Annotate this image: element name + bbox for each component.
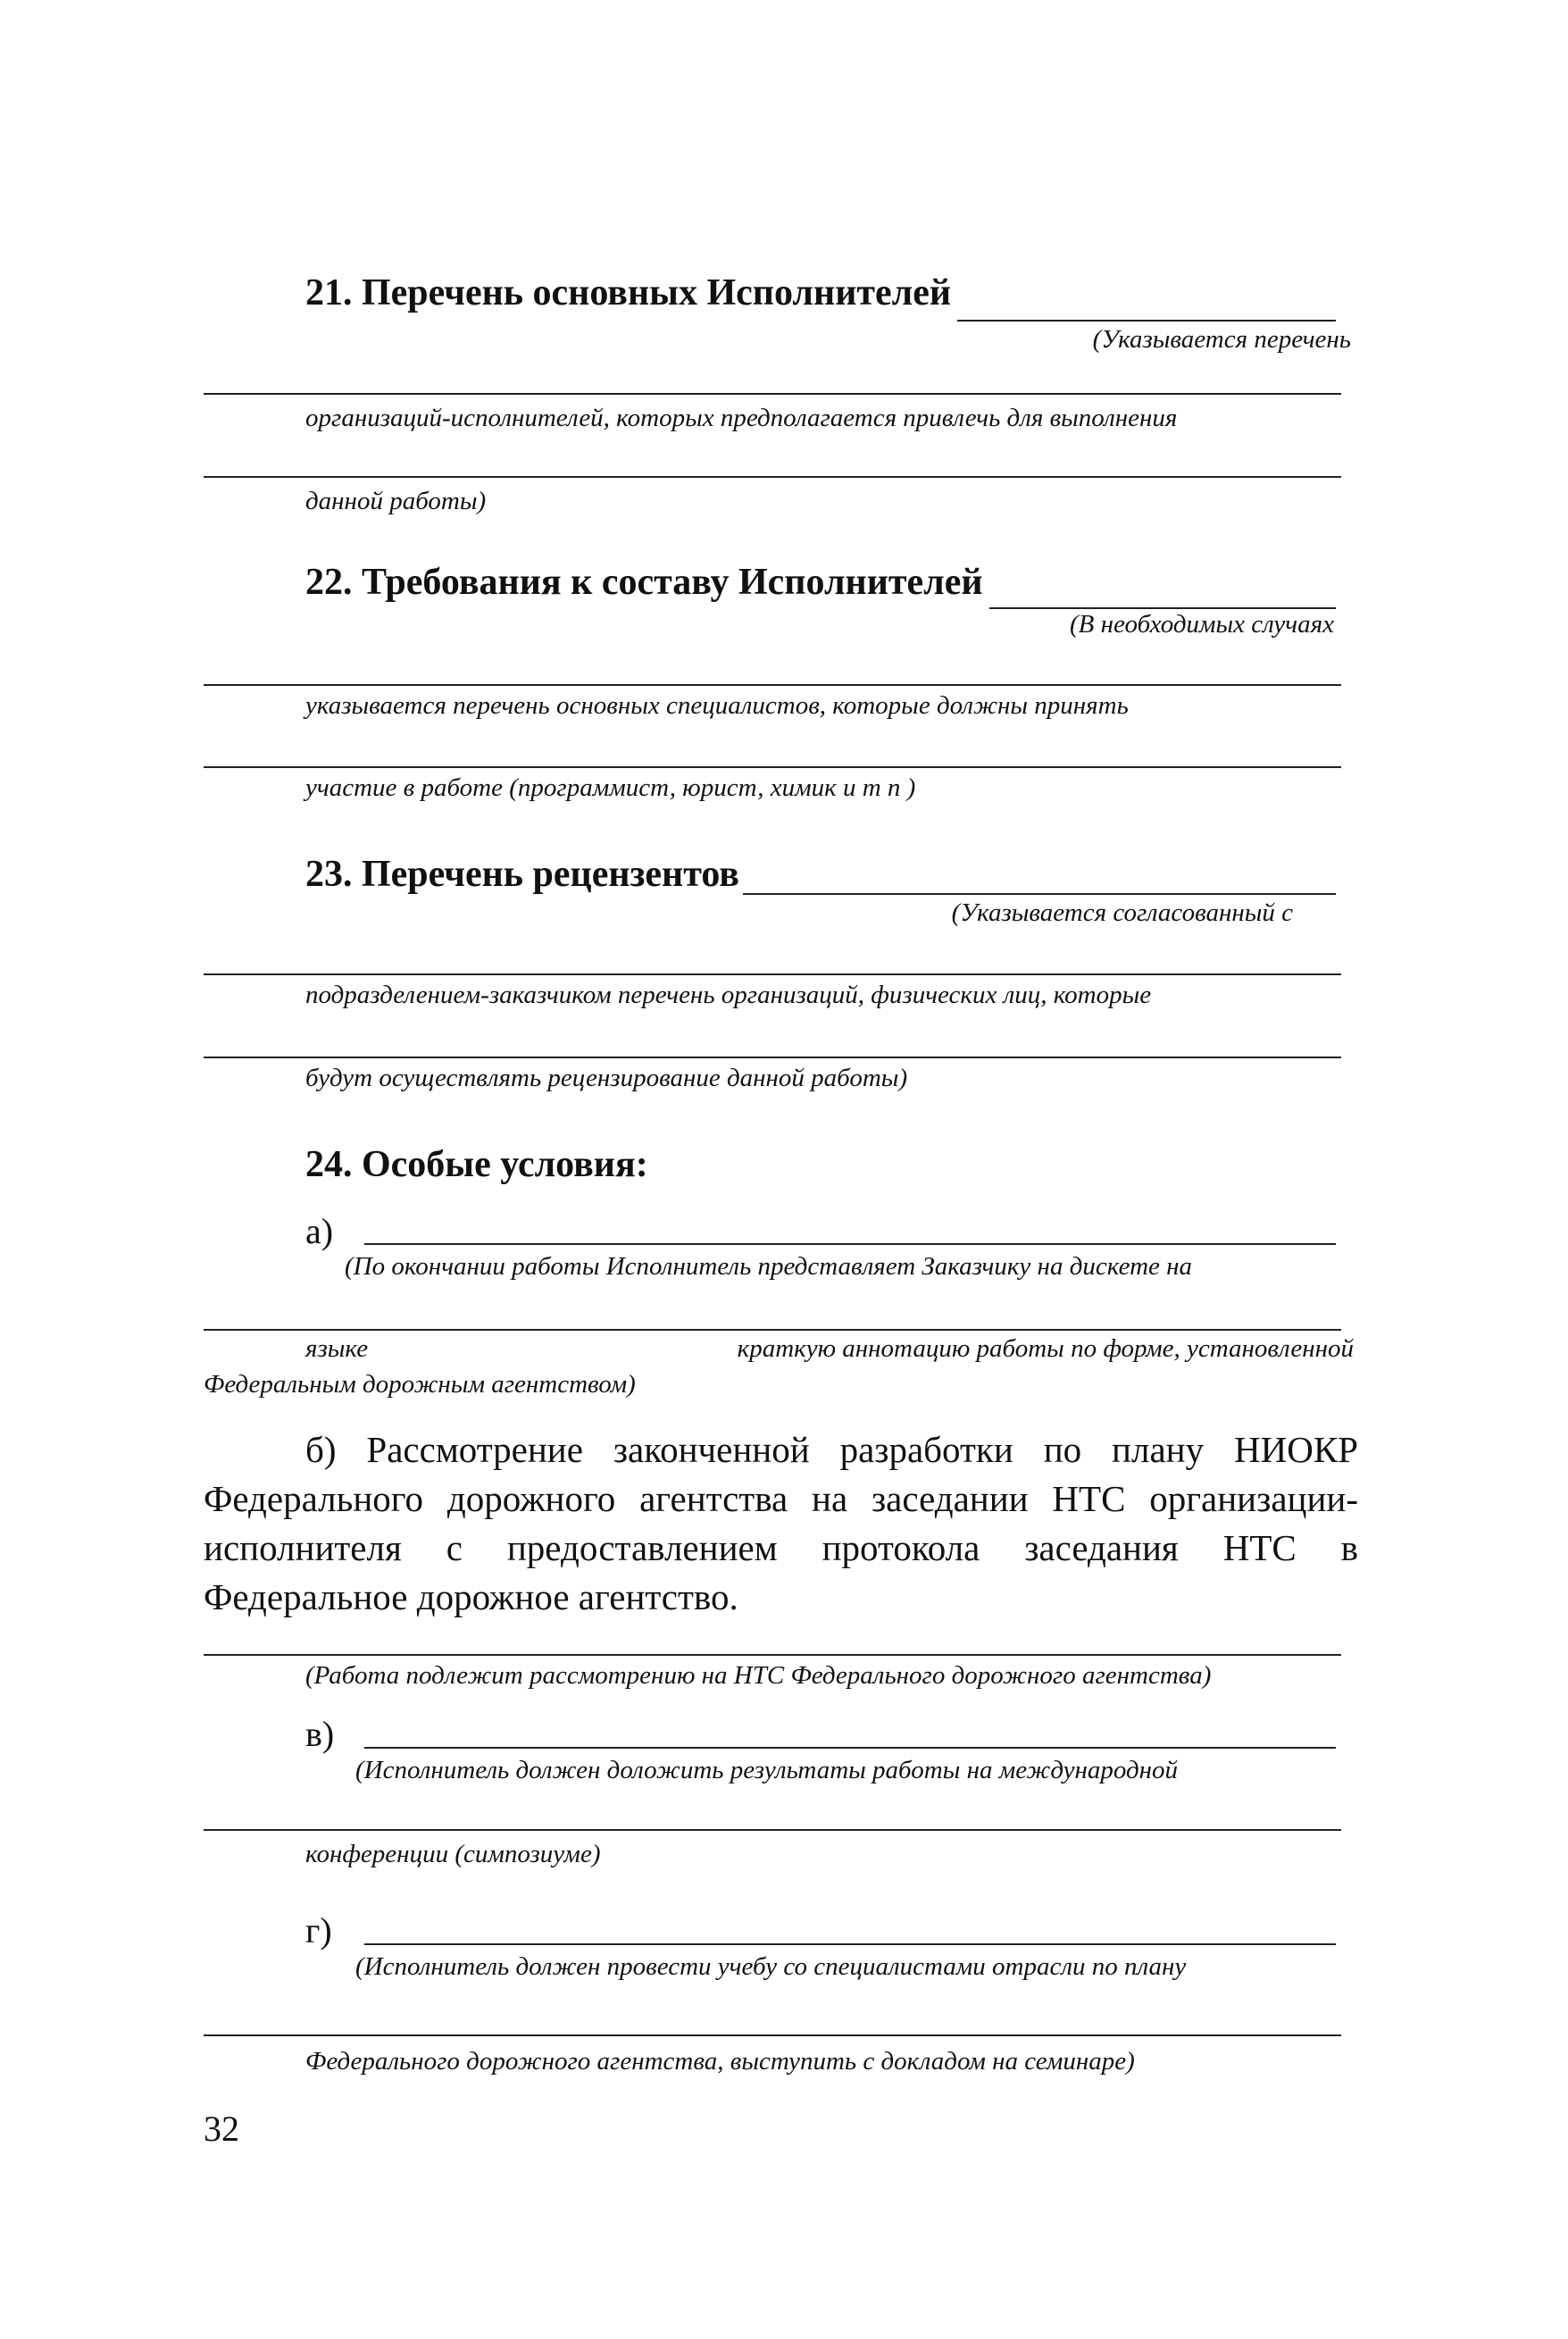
item-g-note-1: (Исполнитель должен провести учебу со специалистами отрасли по плану	[355, 1952, 1187, 1981]
fill-line	[989, 607, 1336, 609]
section-21-note-1: (Указывается перечень	[1092, 325, 1351, 354]
section-21-note-3: данной работы)	[305, 487, 487, 515]
section-22-heading: 22. Требования к составу Исполнителей	[305, 562, 983, 603]
section-23-note-2: подразделением-заказчиком перечень организаций, физических лиц, которые	[305, 981, 1152, 1009]
section-23-note-1: (Указывается согласованный с	[951, 898, 1293, 927]
item-a-note-3: Федеральным дорожным агентством)	[204, 1370, 636, 1399]
item-a-note-word: языке	[305, 1334, 369, 1363]
item-v-note-1: (Исполнитель должен доложить результаты работы на международной	[355, 1756, 1179, 1784]
fill-line	[204, 1329, 1341, 1331]
section-23-note-3: будут осуществлять рецензирование данной работы)	[305, 1064, 908, 1092]
fill-line	[204, 393, 1341, 395]
item-a-note-2: краткую аннотацию работы по форме, установленной	[737, 1334, 1354, 1363]
fill-line	[204, 973, 1341, 975]
section-21-heading: 21. Перечень основных Исполнителей	[305, 272, 952, 313]
item-a-letter: а)	[305, 1211, 334, 1251]
section-24-heading: 24. Особые условия:	[305, 1144, 648, 1185]
fill-line	[204, 1057, 1341, 1058]
item-a-note-1: (По окончании работы Исполнитель представляет Заказчику на дискете на	[345, 1252, 1193, 1281]
section-22-note-1: (В необходимых случаях	[1069, 610, 1334, 639]
page-number: 32	[204, 2109, 239, 2149]
item-b-text: б) Рассмотрение законченной разработки по плану НИОКР Федерального дорожного агентства на заседании НТС организации-исполнителя с предоставлением протокола заседания НТС в Федеральное дорожное агентство.	[204, 1429, 1358, 1617]
fill-line	[204, 1654, 1341, 1656]
item-b-note: (Работа подлежит рассмотрению на НТС Федерального дорожного агентства)	[305, 1661, 1212, 1690]
fill-line	[204, 766, 1341, 768]
fill-line	[204, 476, 1341, 478]
fill-line	[743, 893, 1336, 895]
section-23-heading: 23. Перечень рецензентов	[305, 854, 739, 895]
fill-line	[204, 684, 1341, 686]
item-g-note-2: Федерального дорожного агентства, выступить с докладом на семинаре)	[305, 2047, 1135, 2076]
fill-line	[364, 1943, 1336, 1945]
section-21-note-2: организаций-исполнителей, которых предполагается привлечь для выполнения	[305, 404, 1178, 432]
item-v-note-2: конференции (симпозиуме)	[305, 1840, 601, 1868]
fill-line	[204, 1829, 1341, 1831]
item-g-letter: г)	[305, 1910, 332, 1951]
fill-line	[364, 1243, 1336, 1245]
fill-line	[364, 1747, 1336, 1749]
fill-line	[957, 320, 1336, 322]
fill-line	[204, 2034, 1341, 2036]
section-22-note-3: участие в работе (программист, юрист, химик и т п )	[305, 773, 916, 802]
section-22-note-2: указывается перечень основных специалистов, которые должны принять	[305, 691, 1129, 720]
item-v-letter: в)	[305, 1714, 335, 1754]
